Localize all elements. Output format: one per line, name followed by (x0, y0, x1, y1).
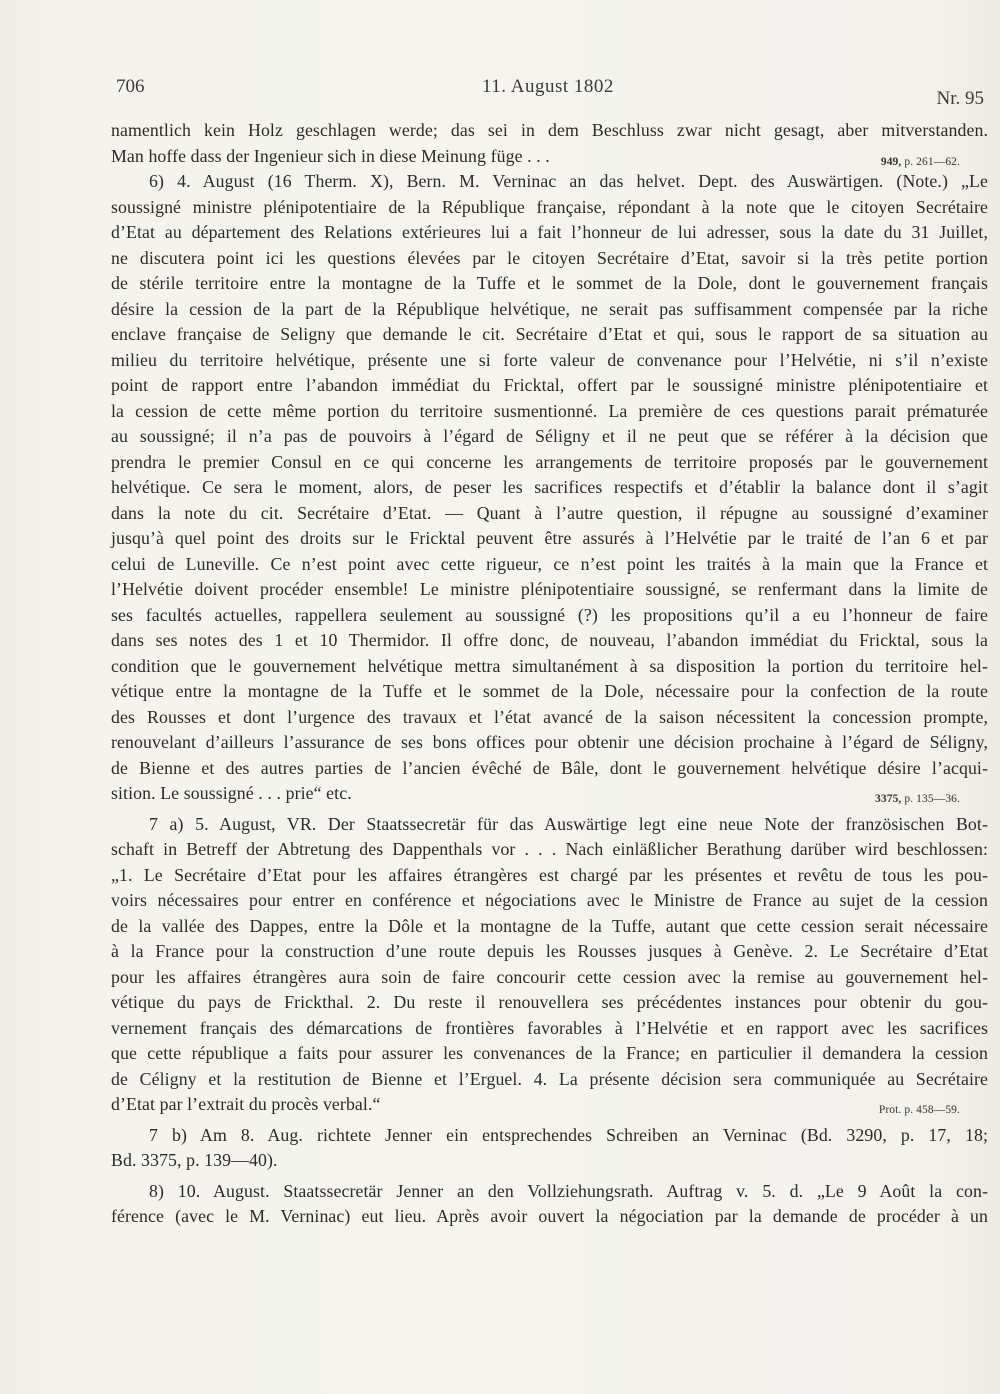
archive-reference: 949, p. 261—62. (880, 155, 960, 168)
text-line: de Céligny et la restitution de Bienne et l’Erguel. 4. La présente décision sera communiquée au Secrétaire (111, 1068, 988, 1089)
text-line: point de rapport entre l’abandon immédiat du Fricktal, offert par le soussigné ministre plénipotentiaire et (111, 375, 988, 395)
text-line: ne discutera point ici les questions élevées par le citoyen Secrétaire d’Etat, savoir si la très petite portion (111, 247, 988, 268)
text-line: de stérile territoire entre la montagne de la Tuffe et le sommet de la Dole, dont le gouvernement français (111, 273, 988, 293)
text-line: schaft in Betreff der Abtretung des Dappenthals vor . . . Nach einläßlicher Berathung darüber wird beschlossen: (111, 839, 988, 859)
text-line: enclave française de Seligny que demande le cit. Secrétaire d’Etat et qui, sous le rapport de sa situation au (111, 324, 988, 344)
text-line: à la France pour la construction d’une route depuis les Rousses jusques à Genève. 2. Le Secrétaire d’Etat (111, 941, 988, 961)
archive-reference: 3375, p. 135—36. (875, 793, 960, 805)
text-line: désire la cession de la part de la République helvétique, ne serait pas suffisamment compensée par la riche (111, 298, 988, 319)
text-line: 7 a) 5. August, VR. Der Staatssecretär für das Auswärtige legt eine neue Note der französischen Bot- (149, 813, 988, 834)
page-number: 706 (116, 76, 145, 97)
text-line: d’Etat au département des Relations extérieures lui a fait l’honneur de lui adresser, sous la date du 31 Juillet, (111, 222, 988, 242)
text-line (111, 1092, 988, 1118)
text-line: voirs nécessaires pour entrer en conférence et négociations avec le Ministre de France au sujet de la cession (111, 890, 988, 910)
text-line: pour les affaires étrangères aura soin de faire concourir cette cession avec la remise au gouvernement hel- (111, 966, 988, 987)
document-number: Nr. 95 (936, 88, 984, 109)
text-line: namentlich kein Holz geschlagen werde; das sei in dem Beschluss zwar nicht gesagt, aber mitverstanden. (111, 120, 988, 140)
text-line: de la vallée des Dappes, entre la Dôle et la montagne de la Tuffe, autant que cette cession serait nécessaire (111, 915, 988, 936)
text-line: que cette république a faits pour assurer les convenances de la France; en particulier il demandera la cession (111, 1043, 988, 1063)
text-line: des Rousses et dont l’urgence des travaux et l’état avancé de la saison nécessitent la concession prompte, (111, 706, 988, 727)
text-line: dans ses notes des 1 et 10 Thermidor. Il offre donc, de nouveau, l’abandon immédiat du Fricktal, sous la (111, 630, 988, 650)
text-line: renouvelant d’ailleurs l’assurance de ses bons offices pour obtenir une décision prochaine à l’égard de Séligny, (111, 732, 988, 752)
text-line-content: sition. Le soussigné . . . prie“ etc. (111, 783, 352, 803)
text-line: celui de Luneville. Ce n’est point avec cette rigueur, ce n’est point les traités à la main que la France et (111, 553, 988, 574)
body-text (111, 118, 988, 1230)
text-line: milieu du territoire helvétique, présente une si forte valeur de convenance pour l’Helvétie, ni s’il n’existe (111, 349, 988, 370)
running-head-date: 11. August 1802 (482, 76, 614, 97)
page-header (116, 76, 984, 109)
text-line: 8) 10. August. Staatssecretär Jenner an den Vollziehungsrath. Auftrag v. 5. d. „Le 9 Août la con- (149, 1180, 988, 1201)
text-line: Bd. 3375, p. 139—40). (111, 1150, 278, 1170)
text-line: férence (avec le M. Verninac) eut lieu. Après avoir ouvert la négociation par la demande de procéder à un (111, 1206, 988, 1226)
text-line-content: Man hoffe dass der Ingenieur sich in diese Meinung füge . . . (111, 145, 550, 166)
text-line: condition que le gouvernement helvétique mettra simultanément à sa disposition la portion du territoire hel- (111, 655, 988, 676)
text-line: 7 b) Am 8. Aug. richtete Jenner ein entsprechendes Schreiben an Verninac (Bd. 3290, p. 17, 18; (149, 1124, 988, 1145)
text-line (111, 144, 988, 170)
text-line: 6) 4. August (16 Therm. X), Bern. M. Verninac an das helvet. Dept. des Auswärtigen. (Note.) „Le (149, 171, 988, 191)
text-line: soussigné ministre plénipotentiaire de la République française, répondant à la note que le citoyen Secrétaire (111, 196, 988, 217)
text-line: prendra le premier Consul en ce qui concerne les arrangements de territoire proposés par le gouvernement (111, 451, 988, 472)
text-line: helvétique. Ce sera le moment, alors, de peser les sacrifices respectifs et d’établir la balance dont il s’agit (111, 477, 988, 497)
text-line: au soussigné; il n’a pas de pouvoirs à l’égard de Séligny et il ne peut que se référer à la décision que (111, 426, 988, 446)
text-line: „1. Le Secrétaire d’Etat pour les affaires étrangères est chargé par les présentes et revêtu de tous les pou- (111, 864, 988, 885)
text-line (111, 781, 988, 807)
text-line: vétique entre la montagne de la Tuffe et le sommet de la Dole, nécessaire pour la confection de la route (111, 681, 988, 701)
text-line-content: d’Etat par l’extrait du procès verbal.“ (111, 1094, 381, 1114)
text-line: vernement français des démarcations de frontières favorables à l’Helvétie et en rapport avec les sacrifices (111, 1017, 988, 1038)
text-line: de Bienne et des autres parties de l’ancien évêché de Bâle, dont le gouvernement helvétique désire l’acqui- (111, 757, 988, 778)
text-line: l’Helvétie doivent procéder ensemble! Le ministre plénipotentiaire soussigné, se renfermant dans la limite de (111, 579, 988, 599)
text-line: vétique du pays de Frickthal. 2. Du reste il renouvellera ses précédentes instances pour obtenir du gou- (111, 992, 988, 1012)
text-line: ses facultés actuelles, rappellera seulement au soussigné (?) les propositions qu’il a eu l’honneur de faire (111, 604, 988, 625)
protocol-reference: Prot. p. 458—59. (878, 1104, 960, 1116)
text-line: dans la note du cit. Secrétaire d’Etat. — Quant à l’autre question, il répugne au soussigné d’examiner (111, 502, 988, 523)
text-line: la cession de cette même portion du territoire susmentionné. La première de ces questions parait prématurée (111, 400, 988, 421)
text-line: jusqu’à quel point des droits sur le Fricktal peuvent être assurés à l’Helvétie par le traité de l’an 6 et par (111, 528, 988, 548)
